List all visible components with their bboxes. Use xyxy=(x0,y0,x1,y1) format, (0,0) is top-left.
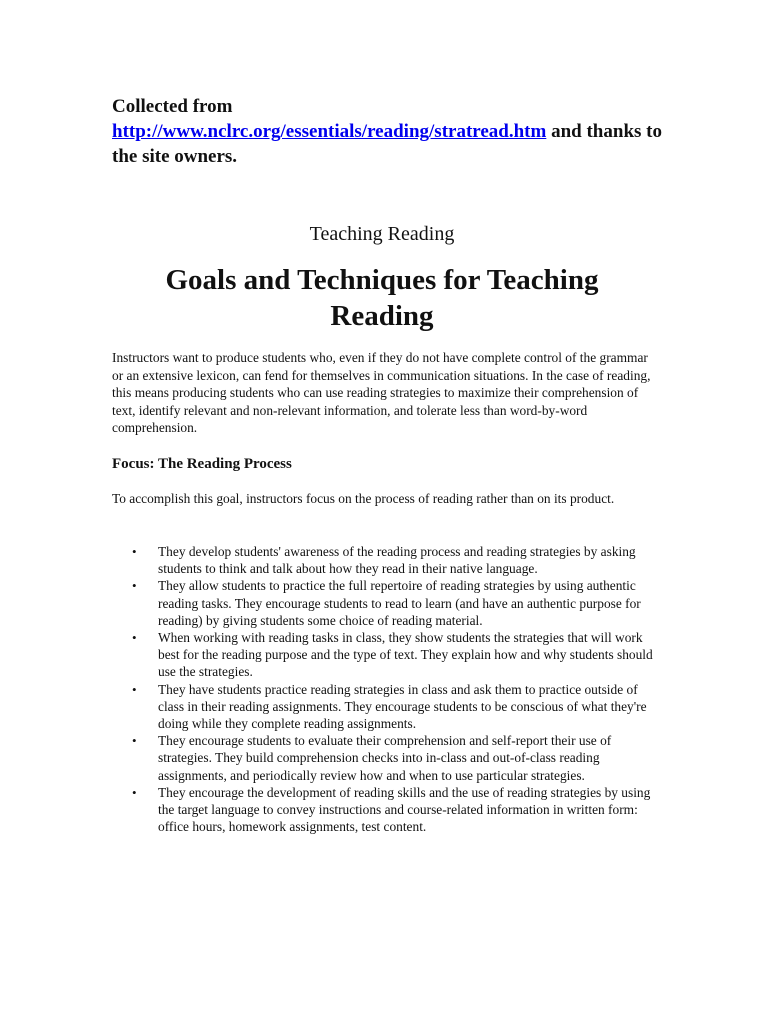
bullet-icon: • xyxy=(132,544,137,559)
section-title: Teaching Reading xyxy=(309,223,455,245)
source-link[interactable]: http://www.nclrc.org/essentials/reading/stratread.htm xyxy=(112,121,547,142)
credit-suffix: and thanks to the site owners. xyxy=(112,121,662,167)
bullet-icon: • xyxy=(132,630,137,646)
list-item xyxy=(112,543,657,577)
list-item-text: When working with reading tasks in class, they show students the strategies that will work best for the reading purpose and the type of text. They explain how and why students should use the strategies. xyxy=(158,630,653,680)
focus-intro-paragraph: To accomplish this goal, instructors focus on the process of reading rather than on its product. xyxy=(112,491,615,506)
source-credit xyxy=(112,94,672,169)
bullet-icon: • xyxy=(132,578,137,594)
bullet-icon: • xyxy=(132,733,137,749)
credit-prefix: Collected from xyxy=(112,96,233,117)
list-item-text: They encourage students to evaluate their comprehension and self-report their use of strategies. They build comprehension checks into in-class and out-of-class reading assignments, and periodically review how and when to use particular strategies. xyxy=(158,733,612,783)
list-item xyxy=(112,784,657,836)
list-item-text: They encourage the development of reading skills and the use of reading strategies by using the target language to convey instructions and course-related information in written form: office hours, homework assignments, test content. xyxy=(158,784,651,835)
bullet-icon: • xyxy=(132,784,137,800)
list-item xyxy=(112,629,657,681)
intro-paragraph: Instructors want to produce students who, even if they do not have complete control of the grammar or an extensive lexicon, can fend for themselves in communication situations. In the case of reading, this means producing students who can use reading strategies to maximize their comprehension of text, identify relevant and non-relevant information, and tolerate less than word-by-word comprehension. xyxy=(112,350,651,436)
list-item-text: They have students practice reading strategies in class and ask them to practice outside of class in their reading assignments. They encourage students to be conscious of what they're doing while they complete reading assignments. xyxy=(158,681,647,732)
bullet-icon: • xyxy=(132,681,137,697)
strategy-list xyxy=(112,543,657,835)
list-item xyxy=(112,681,657,733)
list-item-text: They allow students to practice the full repertoire of reading strategies by using authentic reading tasks. They encourage students to read to learn (and have an authentic purpose for reading) by giving students some choice of reading material. xyxy=(158,578,641,628)
focus-heading: Focus: The Reading Process xyxy=(112,456,292,472)
page-title: Goals and Techniques for Teaching Reading xyxy=(165,264,599,332)
list-item xyxy=(112,577,657,629)
list-item xyxy=(112,732,657,784)
list-item-text: They develop students' awareness of the reading process and reading strategies by asking students to think and talk about how they read in their native language. xyxy=(158,544,636,577)
